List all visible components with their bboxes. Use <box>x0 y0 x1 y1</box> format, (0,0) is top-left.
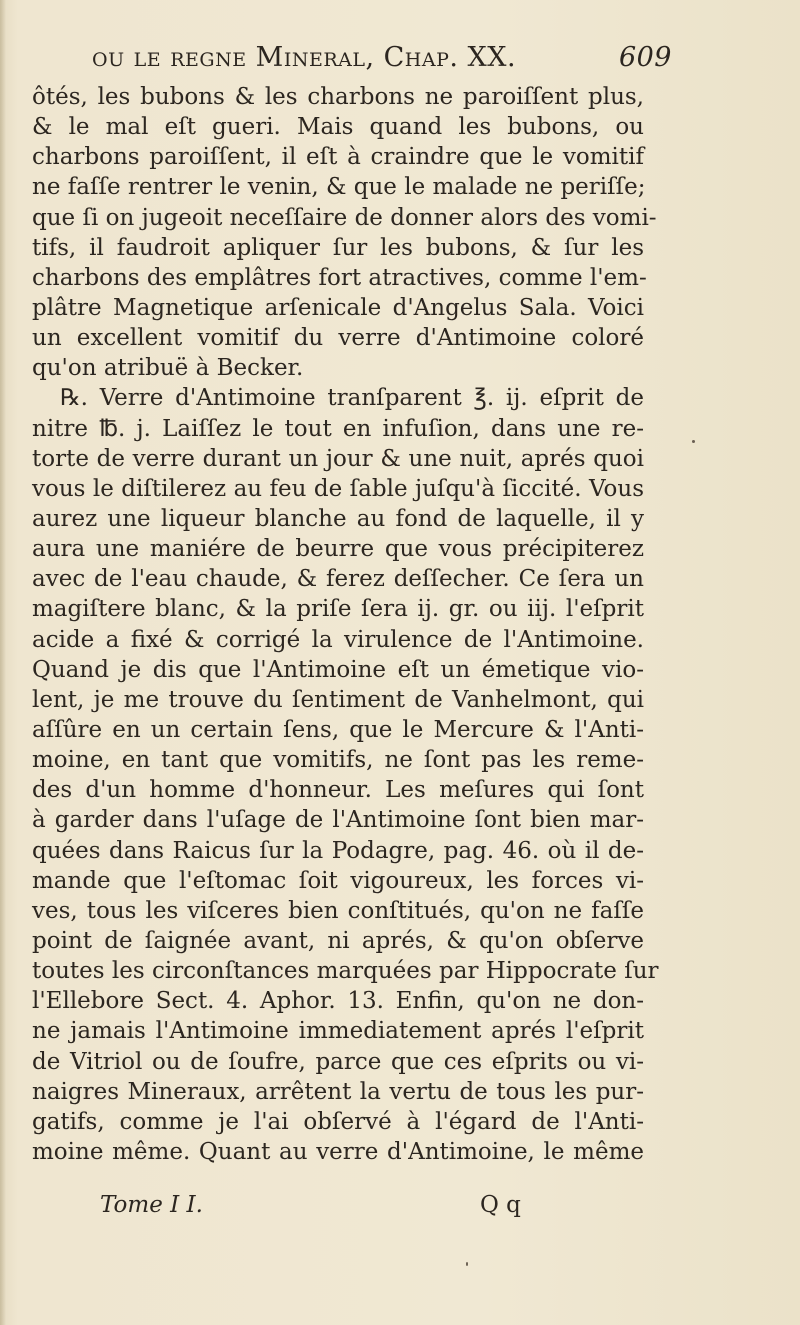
text-line: ne faſſe rentrer le venin, & que le malade ne periſſe; <box>32 174 646 201</box>
running-header <box>92 42 672 86</box>
page-gutter-shadow <box>0 0 6 1325</box>
tome-label: Tome I I. <box>100 1192 203 1218</box>
text-line: torte de verre durant un jour & une nuit, aprés quoi <box>32 445 644 472</box>
body-text <box>32 82 659 1167</box>
text-line: ves, tous les viſceres bien conſtitués, qu'on ne faſſe <box>32 897 644 924</box>
text-line: acide a fixé & corrigé la virulence de l'Antimoine. <box>32 626 644 653</box>
text-line: charbons paroiſſent, il eſt à craindre que le vomitif <box>32 144 644 171</box>
text-line: un excellent vomitif du verre d'Antimoine coloré <box>32 325 644 352</box>
text-line: tifs, il faudroit apliquer ſur les bubons, & ſur les <box>32 234 644 261</box>
text-line: naigres Mineraux, arrêtent la vertu de tous les pur- <box>32 1078 644 1105</box>
text-line: ne jamais l'Antimoine immediatement aprés l'eſprit <box>32 1018 644 1045</box>
text-line: aura une maniére de beurre que vous précipiterez <box>32 536 644 563</box>
text-line: l'Ellebore Sect. 4. Aphor. 13. Enfin, qu'on ne don- <box>32 988 644 1015</box>
text-line: moine, en tant que vomitifs, ne ſont pas les reme- <box>32 747 644 774</box>
text-line: gatifs, comme je l'ai obſervé à l'égard de l'Anti- <box>32 1108 644 1135</box>
signature-mark: Q q <box>480 1192 521 1218</box>
text-line: lent, je me trouve du ſentiment de Vanhelmont, qui <box>32 686 644 713</box>
page-footer <box>100 1192 560 1224</box>
text-line: des d'un homme d'honneur. Les meſures qui ſont <box>32 777 644 804</box>
paper-speck <box>692 440 695 443</box>
text-line: aſſûre en un certain ſens, que le Mercure & l'Anti- <box>32 716 644 743</box>
text-line: toutes les circonſtances marquées par Hippocrate ſur <box>32 958 659 985</box>
text-line: ôtés, les bubons & les charbons ne paroiſſent plus, <box>32 84 644 110</box>
text-line: vous le diſtilerez au feu de ſable juſqu'à ſiccité. Vous <box>32 475 644 502</box>
text-line: aurez une liqueur blanche au fond de laquelle, il y <box>32 505 644 532</box>
text-line: que ſi on jugeoit neceſſaire de donner alors des vomi- <box>32 204 657 231</box>
text-line: mande que l'eſtomac ſoit vigoureux, les forces vi- <box>32 867 644 894</box>
paper-speck <box>466 1262 468 1266</box>
recipe-line: ℞. Verre d'Antimoine tranſparent ℥. ij. eſprit de <box>60 385 644 412</box>
text-line: plâtre Magnetique arſenicale d'Angelus Sala. Voici <box>32 294 644 321</box>
text-line: Quand je dis que l'Antimoine eſt un émetique vio- <box>32 656 644 683</box>
text-line: avec de l'eau chaude, & ferez deſſecher. Ce ſera un <box>32 566 644 593</box>
text-line: charbons des emplâtres fort atractives, comme l'em- <box>32 264 647 291</box>
text-line: moine même. Quant au verre d'Antimoine, le même <box>32 1138 644 1165</box>
text-line: point de ſaignée avant, ni aprés, & qu'on obſerve <box>32 927 644 954</box>
text-line: & le mal eſt gueri. Mais quand les bubons, ou <box>32 114 644 141</box>
text-line: à garder dans l'uſage de l'Antimoine ſont bien mar- <box>32 807 644 834</box>
text-line: magiſtere blanc, & la priſe ſera ij. gr. ou iij. l'eſprit <box>32 596 644 623</box>
text-line: nitre ℔. j. Laiſſez le tout en infuſion, dans une re- <box>32 415 644 442</box>
text-line: qu'on atribuë à Becker. <box>32 355 304 382</box>
text-line: de Vitriol ou de ſoufre, parce que ces eſprits ou vi- <box>32 1048 644 1075</box>
running-title: ou le regne Mineral, Chap. XX. <box>92 42 517 73</box>
text-line: quées dans Raicus ſur la Podagre, pag. 46. où il de- <box>32 837 644 864</box>
page-number: 609 <box>618 42 672 73</box>
